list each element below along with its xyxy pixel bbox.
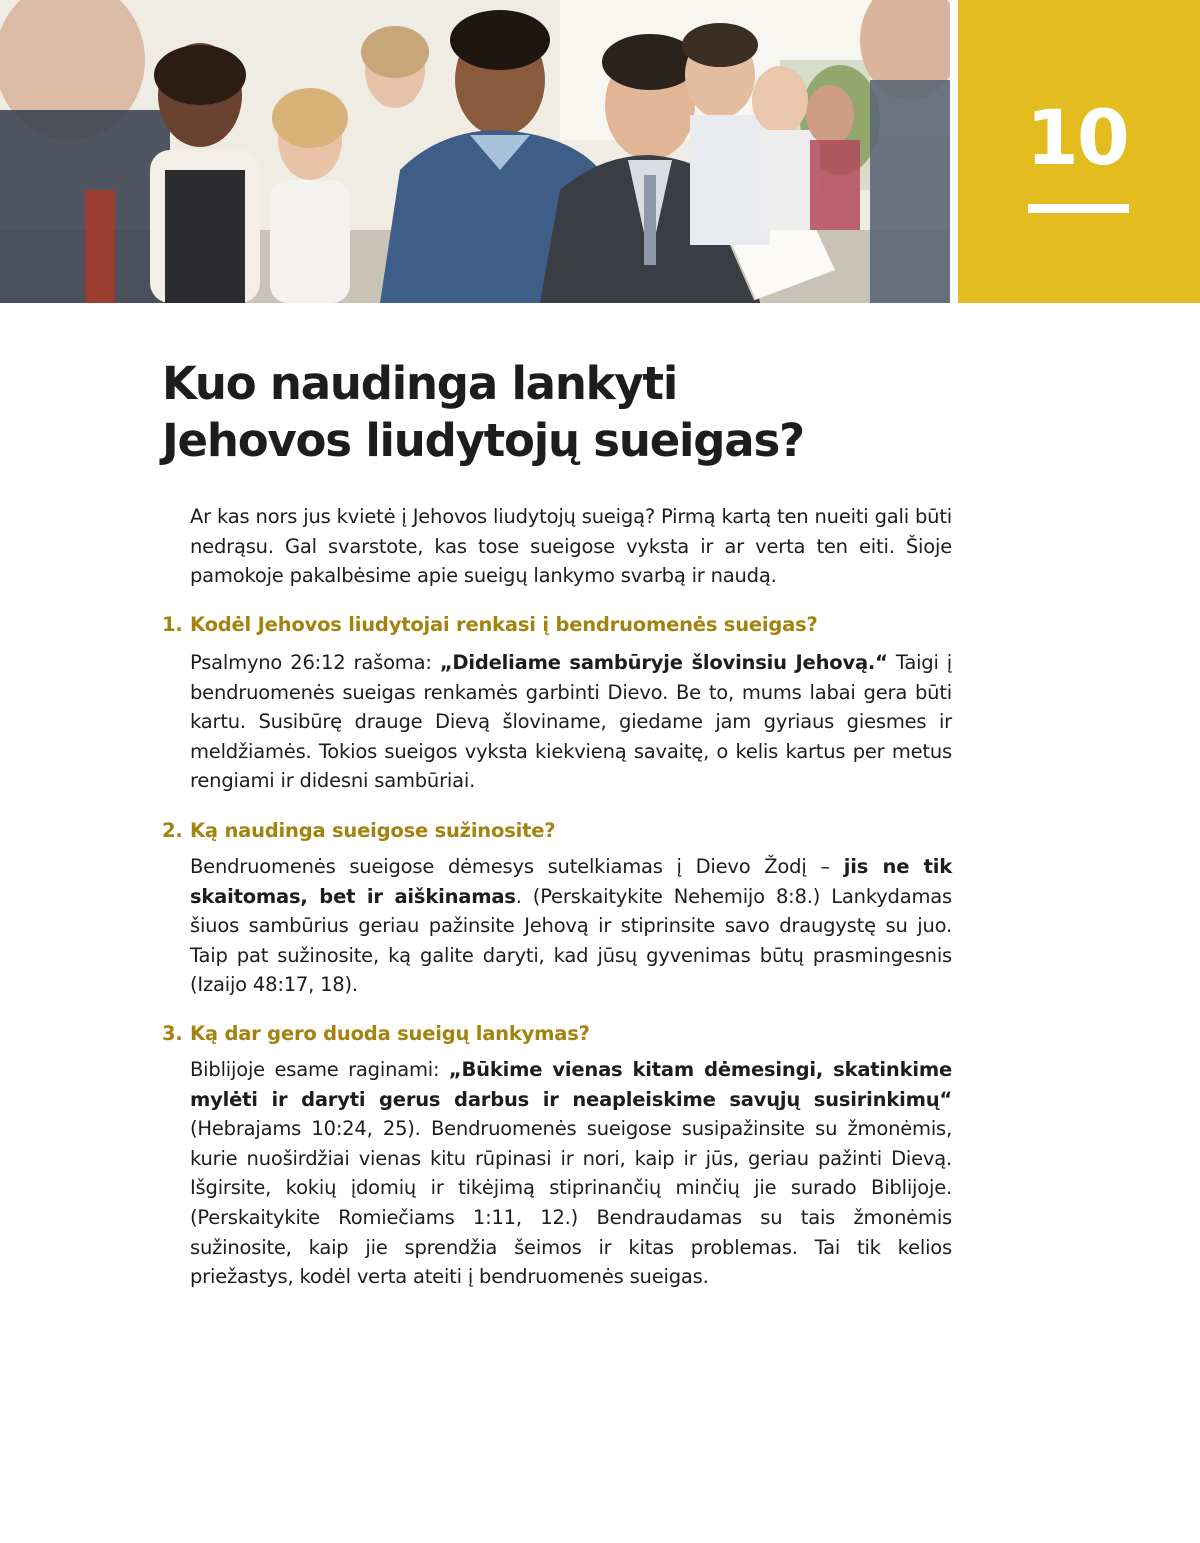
answer-3-bold-quote: „Būkime vienas kitam dėmesingi, skatinkime mylėti ir daryti gerus darbus ir neapleiskime savųjų susirinkimų“ xyxy=(190,1058,952,1111)
question-3 xyxy=(162,1020,952,1048)
lesson-number-box xyxy=(958,0,1200,303)
lesson-number-underline xyxy=(1028,204,1129,213)
congregation-photo xyxy=(0,0,950,303)
question-1-number: 1. xyxy=(162,613,183,636)
answer-1-text-before: Psalmyno 26:12 rašoma: xyxy=(190,651,440,674)
answer-3-text-before: Biblijoje esame raginami: xyxy=(190,1058,449,1081)
answer-3 xyxy=(190,1055,952,1292)
answer-1 xyxy=(190,648,952,796)
question-2-number: 2. xyxy=(162,819,183,842)
question-1 xyxy=(162,611,952,639)
page-title xyxy=(162,355,962,469)
answer-2-bold-phrase: jis ne tik skaitomas, bet ir aiškinamas xyxy=(190,855,952,908)
answer-2-text-before: Bendruomenės sueigose dėmesys sutelkiamas į Dievo Žodį – xyxy=(190,855,844,878)
page-title-line-1: Kuo naudinga lankyti xyxy=(162,357,678,410)
question-3-number: 3. xyxy=(162,1022,183,1045)
answer-2 xyxy=(190,852,952,1000)
answer-1-text-after: Taigi į bendruomenės sueigas renkamės garbinti Dievo. Be to, mums labai gera būti kartu. Susibūrę drauge Dievą šloviname, giedame jam gyriaus giesmes ir meldžiamės. Tokios sueigos vyksta kiekvieną savaitę, o kelis kartus per metus rengiami ir didesni sambūriai. xyxy=(190,651,952,793)
answer-2-text-after: . (Perskaitykite Nehemijo 8:8.) Lankydamas šiuos sambūrius geriau pažinsite Jehovą ir stiprinsite savo draugystę su juo. Taip pat sužinosite, ką galite daryti, kad jūsų gyvenimas būtų prasmingesnis (Izaijo 48:17, 18). xyxy=(190,884,952,997)
question-2 xyxy=(162,817,952,845)
question-3-text: Ką dar gero duoda sueigų lankymas? xyxy=(190,1022,590,1045)
lesson-number: 10 xyxy=(1026,93,1128,182)
answer-3-text-after: (Hebrajams 10:24, 25). Bendruomenės sueigose susipažinsite su žmonėmis, kurie nuoširdžiai vienas kitu rūpinasi ir nori, kaip ir jūs, geriau pažinti Dievą. Išgirsite, kokių įdomių ir tikėjimą stiprinančių minčių jie surado Biblijoje. (Perskaitykite Romiečiams 1:11, 12.) Bendraudamas su tais žmonėmis sužinosite, kaip jie sprendžia šeimos ir kitas problemas. Tai tik kelios priežastys, kodėl verta ateiti į bendruomenės sueigas. xyxy=(190,1117,952,1289)
congregation-photo-illustration xyxy=(0,0,950,303)
page-title-line-2: Jehovos liudytojų sueigas? xyxy=(162,414,804,467)
intro-paragraph: Ar kas nors jus kvietė į Jehovos liudytojų sueigą? Pirmą kartą ten nueiti gali būti nedrąsu. Gal svarstote, kas tose sueigose vyksta ir ar verta ten eiti. Šioje pamokoje pakalbėsime apie sueigų lankymo svarbą ir naudą. xyxy=(190,505,952,588)
question-1-text: Kodėl Jehovos liudytojai renkasi į bendruomenės sueigas? xyxy=(190,613,818,636)
question-2-text: Ką naudinga sueigose sužinosite? xyxy=(190,819,556,842)
answer-1-bold-quote: „Dideliame sambūryje šlovinsiu Jehovą.“ xyxy=(439,651,888,674)
